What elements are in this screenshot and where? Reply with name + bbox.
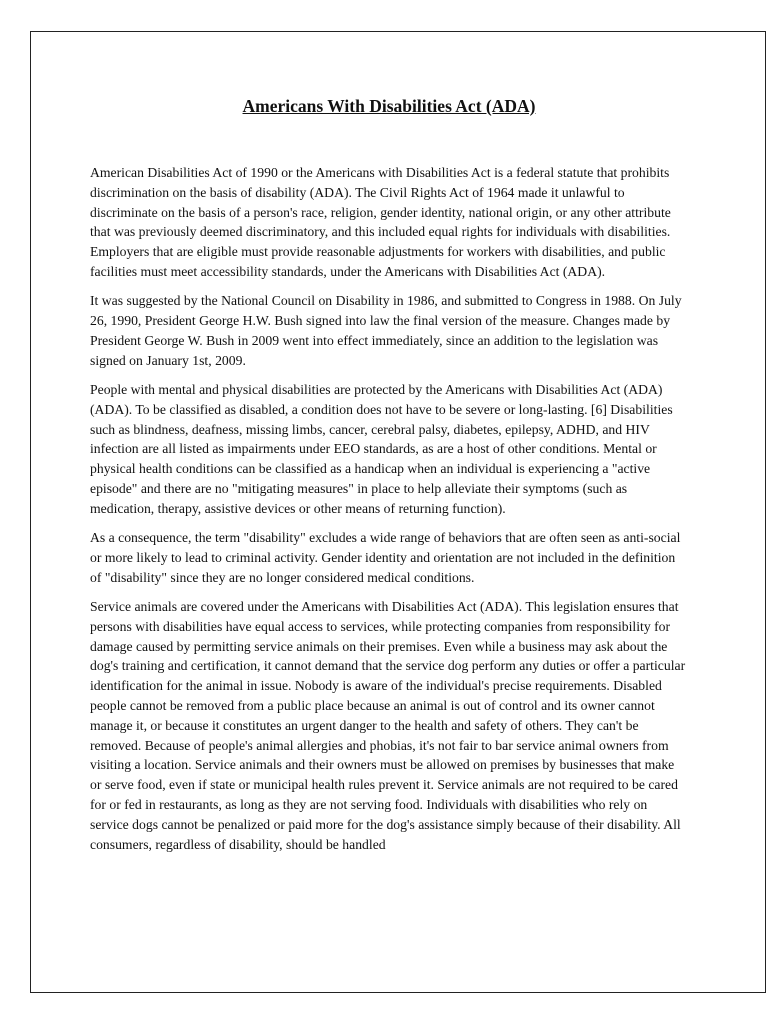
document-title: Americans With Disabilities Act (ADA): [242, 96, 536, 116]
paragraph-intro: American Disabilities Act of 1990 or the Americans with Disabilities Act is a federal statute that prohibits discrimination on the basis of disability (ADA). The Civil Rights Act of 1964 made it unlawful to discriminate on the basis of a person's race, religion, gender identity, national origin, or any other attribute that was previously deemed discriminatory, and this included equal rights for individuals with disabilities. Employers that are eligible must provide reasonable adjustments for workers with disabilities, and public facilities must meet accessibility standards, under the Americans with Disabilities Act (ADA).: [90, 165, 671, 279]
paragraph-protected-disabilities: People with mental and physical disabilities are protected by the Americans with Disabilities Act (ADA) (ADA). To be classified as disabled, a condition does not have to be severe or long-lasting. [6] Disabilities such as blindness, deafness, missing limbs, cancer, cerebral palsy, diabetes, epilepsy, ADHD, and HIV infection are all listed as impairments under EEO standards, as are a host of other conditions. Mental or physical health conditions can be classified as a handicap when an individual is experiencing a "active episode" and there are no "mitigating measures" in place to help alleviate their symptoms (such as medication, therapy, assistive devices or other means of returning function).: [90, 381, 673, 516]
paragraph-exclusions: As a consequence, the term "disability" excludes a wide range of behaviors that are often seen as anti-social or more likely to lead to criminal activity. Gender identity and orientation are not included in the definition of "disability" since they are no longer considered medical conditions.: [90, 530, 681, 585]
paragraph-service-animals: Service animals are covered under the Americans with Disabilities Act (ADA). This legislation ensures that persons with disabilities have equal access to services, while protecting companies from responsibility for damage caused by permitting service animals on their premises. Even while a business may ask about the dog's training and certification, it cannot demand that the service dog perform any duties or offer a particular identification for the animal in issue. Nobody is aware of the individual's precise requirements. Disabled people cannot be removed from a public place because an animal is out of control and its owner cannot manage it, or because it constitutes an urgent danger to the health and safety of others. They can't be removed. Because of people's animal allergies and phobias, it's not fair to bar service animal owners from visiting a location. Service animals and their owners must be allowed on premises by businesses that make or serve food, even if state or municipal health rules prevent it. Service animals are not required to be cared for or fed in restaurants, as long as they are not serving food. Individuals with disabilities who rely on service dogs cannot be penalized or paid more for the dog's assistance simply because of their disability. All consumers, regardless of disability, should be handled: [90, 598, 686, 852]
document-body: [90, 90, 688, 864]
paragraph-history: It was suggested by the National Council on Disability in 1986, and submitted to Congress in 1988. On July 26, 1990, President George H.W. Bush signed into law the final version of the measure. Changes made by President George W. Bush in 2009 went into effect immediately, since an addition to the legislation was signed on January 1st, 2009.: [90, 293, 682, 368]
